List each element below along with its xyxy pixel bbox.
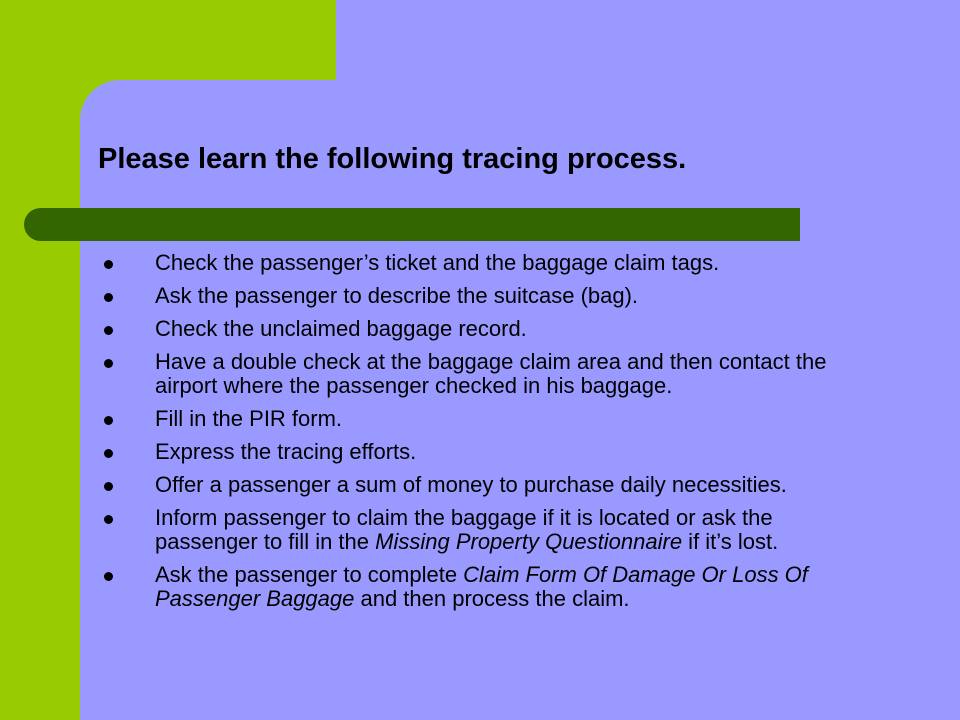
title-underline-bar (24, 208, 800, 241)
bullet-item (96, 407, 836, 431)
bullet-list (96, 251, 836, 620)
bullet-dot-icon (104, 359, 113, 368)
bullet-dot-icon (104, 482, 113, 491)
bullet-item (96, 284, 836, 308)
bullet-item (96, 440, 836, 464)
bullet-text: Offer a passenger a sum of money to purchase daily necessities. (155, 472, 787, 497)
bullet-item (96, 473, 836, 497)
bullet-italic-text: Claim Form Of Damage Or Loss Of Passenger Baggage (155, 562, 808, 611)
bullet-dot-icon (104, 449, 113, 458)
slide-title: Please learn the following tracing process. (98, 143, 687, 175)
bullet-item (96, 506, 836, 554)
bullet-text-part: Ask the passenger to complete (155, 562, 464, 587)
bullet-text: Check the passenger’s ticket and the baggage claim tags. (155, 250, 720, 275)
bullet-text: Ask the passenger to describe the suitcase (bag). (155, 283, 639, 308)
bullet-dot-icon (104, 515, 113, 524)
bullet-text: Fill in the PIR form. (155, 406, 343, 431)
bullet-dot-icon (104, 326, 113, 335)
bullet-dot-icon (104, 293, 113, 302)
bullet-item (96, 563, 836, 611)
bullet-dot-icon (104, 416, 113, 425)
green-side-strip (0, 0, 80, 720)
bullet-item (96, 350, 836, 398)
bullet-dot-icon (104, 572, 113, 581)
bullet-text: Have a double check at the baggage claim area and then contact the airport where the passenger checked in his baggage. (155, 349, 827, 398)
bullet-dot-icon (104, 260, 113, 269)
bullet-text-part: and then process the claim. (354, 586, 630, 611)
bullet-text-part: if it’s lost. (682, 529, 779, 554)
bullet-text: Check the unclaimed baggage record. (155, 316, 527, 341)
bullet-item (96, 317, 836, 341)
bullet-text: Express the tracing efforts. (155, 439, 417, 464)
bullet-text-part: Inform passenger to claim the baggage if it is located or ask the passenger to fill in the (155, 505, 773, 554)
bullet-italic-text: Missing Property Questionnaire (375, 529, 683, 554)
bullet-item (96, 251, 836, 275)
